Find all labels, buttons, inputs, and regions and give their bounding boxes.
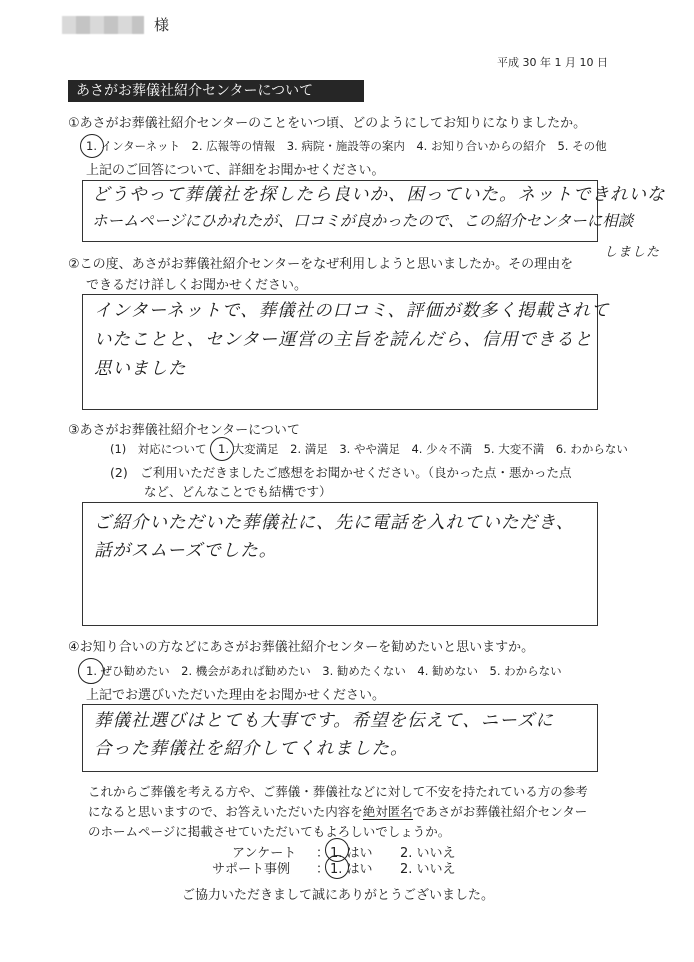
q3-selected-circle [210,437,234,461]
support-colon: ： [316,862,330,877]
honorific: 様 [154,16,170,34]
q1-prompt: 上記のご回答について、詳細をお聞かせください。 [86,163,385,178]
thanks-message: ご協力いただきまして誠にありがとうございました。 [182,888,495,903]
q2-answer-line3: 思いました [94,359,187,379]
closing-line2 [88,802,587,820]
q1-selected-circle [80,134,104,158]
form-date: 平成 30 年 1 月 10 日 [497,56,608,69]
q2-question: ②この度、あさがお葬儀社紹介センターをなぜ利用しようと思いましたか。その理由を [68,257,574,272]
q4-answer-line2: 合った葬儀社を紹介してくれました。 [94,739,409,759]
survey-colon: ： [316,846,330,861]
anonymous-emphasis: 絶対匿名 [362,804,413,819]
q3-sub2-line1: (2) ご利用いただきましたご感想をお聞かせください。（良かった点・悪かった点 [110,465,572,480]
support-label: サポート事例 [212,862,291,877]
survey-yes: 1. はい [330,846,373,861]
closing-line3: のホームページに掲載させていただいてもよろしいでしょうか。 [88,824,451,839]
support-yes: 1. はい [330,862,373,877]
q4-answer-line1: 葬儀社選びはとても大事です。希望を伝えて、ニーズに [94,711,554,731]
q3-answer-line1: ご紹介いただいた葬儀社に、先に電話を入れていただき、 [94,513,575,533]
q1-answer-line3: しました [604,245,661,260]
q3-answer-line2: 話がスムーズでした。 [94,541,278,561]
q2-answer-line1: インターネットで、葬儀社の口コミ、評価が数多く掲載されて [94,301,610,321]
q1-options: 1. インターネット 2. 広報等の情報 3. 病院・施設等の案内 4. お知り合いからの紹介 5. その他 [86,139,607,153]
q4-question: ④お知り合いの方などにあさがお葬儀社紹介センターを勧めたいと思いますか。 [68,640,535,655]
closing-line2-pre: になると思いますので、お答えいただいた内容を [88,804,363,819]
q1-question: ①あさがお葬儀社紹介センターのことをいつ頃、どのようにしてお知りになりましたか。 [68,116,587,131]
q3-sub1: (1) 対応について 1. 大変満足 2. 満足 3. やや満足 4. 少々不満 5. 大変不満 6. わからない [110,442,628,456]
q1-answer-line2: ホームページにひかれたが、口コミが良かったので、この紹介センターに相談 [92,212,634,230]
q4-options: 1. ぜひ勧めたい 2. 機会があれば勧めたい 3. 勧めたくない 4. 勧めない 5. わからない [86,664,562,678]
survey-no: 2. いいえ [400,846,456,861]
q2-question-cont: できるだけ詳しくお聞かせください。 [86,278,308,293]
q3-sub2-line2: など、どんなことでも結構です） [144,484,332,499]
q4-prompt: 上記でお選びいただいた理由をお聞かせください。 [86,688,386,703]
support-selected-circle [325,855,349,879]
q3-question: ③あさがお葬儀社紹介センターについて [68,423,300,438]
section-title: あさがお葬儀社紹介センターについて [68,80,364,102]
redacted-name [62,16,144,34]
survey-label: アンケート [232,846,297,861]
q1-answer-line1: どうやって葬儀社を探したら良いか、困っていた。ネットできれいな [92,185,666,205]
q4-selected-circle [78,658,104,684]
support-no: 2. いいえ [400,862,456,877]
closing-line2-post: であさがお葬儀社紹介センター [412,804,588,819]
q2-answer-line2: いたことと、センター運営の主旨を読んだら、信用できると [94,330,593,350]
closing-line1: これからご葬儀を考える方や、ご葬儀・葬儀社などに対して不安を持たれている方の参考 [88,784,588,799]
